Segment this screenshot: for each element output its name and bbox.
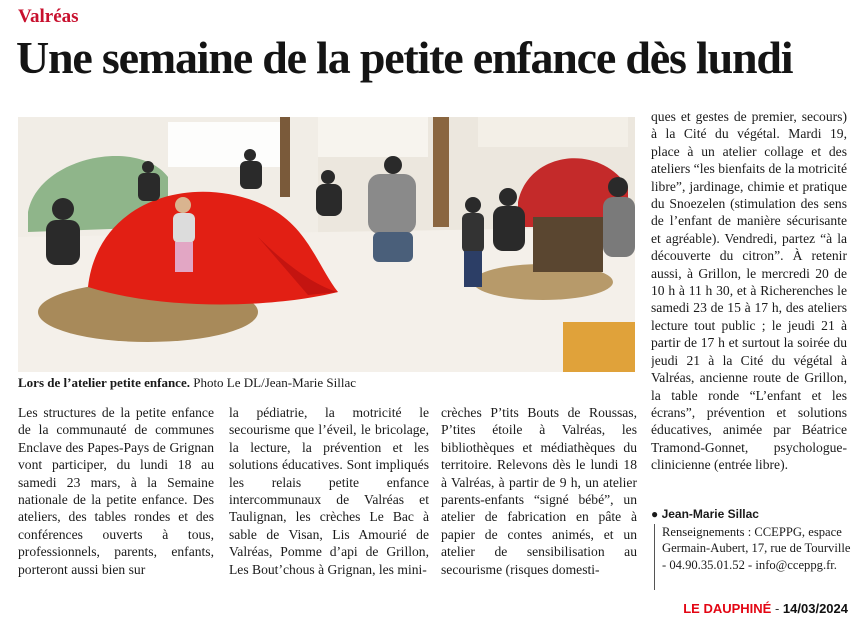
body-column-2-text: la pédiatrie, la motricité le secourisme que l’éveil, le bricolage, la lecture, la prévention et les solutions éducatives. Sont impliqués les relais petite enfance intercommunaux de Valréas et Taulignan, les crèches Le Bac à sable de Visan, Lis Amourié de Valréas, Pomme d’api de Grillon, Les Bout’chous à Grignan, les mini- — [229, 405, 429, 577]
body-column-1-text: Les structures de la petite enfance de la communauté de communes Enclave des Papes-Pays de Grignan vont participer, du lundi 18 au samedi 23 mars, à la Semaine nationale de la petite enfance. Des ateliers, des tables rondes et des conférences ouverts à tous, professionnels, parents, enfants, porteront aussi bien sur — [18, 405, 214, 577]
body-column-4-text: ques et gestes de premier, secours) à la Cité du végétal. Mardi 19, place à un atelier collage et des ateliers “les bienfaits de la motricité libre”, jardinage, chimie et pratique du Snoezelen (stimulation des sens de l’enfant de manière sécurisante et agréable). Vendredi, partez “à la découverte du citron”. À retenir aussi, à Grillon, le mercredi 20 de 10 h à 11 h 30, et à Richerenches le samedi 23 de 15 à 17 h, des ateliers lecture tout public ; le jeudi 21 à partir de 17 h et surtout la soirée du jeudi 21 à la Cité du végétal à Valréas, ancienne route de Grillon, la table ronde “L’enfant et les écrans”, prévention et solutions éducatives, animée par Béatrice Tramond-Gonnet, psychologue-clinicienne (entrée libre). — [651, 109, 847, 473]
publication-date: 14/03/2024 — [782, 601, 848, 616]
caption-title: Lors de l’atelier petite enfance. — [18, 375, 190, 390]
body-column-3-text: crèches P’tits Bouts de Roussas, P’tites étoile à Valréas, les bibliothèques et médiathèques du territoire. Relevons dès le lundi 18 à Valréas, à partir de 9 h, un atelier parents-enfants “signé bébé”, un atelier de fabrication en pâte à papier de contes animés, et un atelier de sensibilisation au secourisme (risques domesti- — [441, 405, 637, 577]
body-column-1 — [18, 404, 214, 584]
newspaper-brand: LE DAUPHINÉ — [683, 601, 772, 616]
footer-separator: - — [771, 601, 783, 616]
photo-illustration — [18, 117, 635, 372]
article-author: ● Jean-Marie Sillac — [651, 507, 759, 521]
info-rule — [654, 524, 655, 590]
caption-credit: Photo Le DL/Jean-Marie Sillac — [193, 375, 357, 390]
article-photo — [18, 117, 635, 372]
info-box: Renseignements : CCEPPG, espace Germain-Aubert, 17, rue de Tourville - 04.90.35.01.52 - info@cceppg.fr. — [662, 525, 851, 572]
body-column-4 — [651, 108, 847, 504]
body-column-3 — [441, 404, 637, 584]
article-kicker: Valréas — [18, 6, 79, 27]
page-footer — [683, 601, 848, 616]
article-headline: Une semaine de la petite enfance dès lundi — [16, 32, 793, 83]
body-column-2 — [229, 404, 429, 584]
photo-caption — [18, 375, 635, 391]
